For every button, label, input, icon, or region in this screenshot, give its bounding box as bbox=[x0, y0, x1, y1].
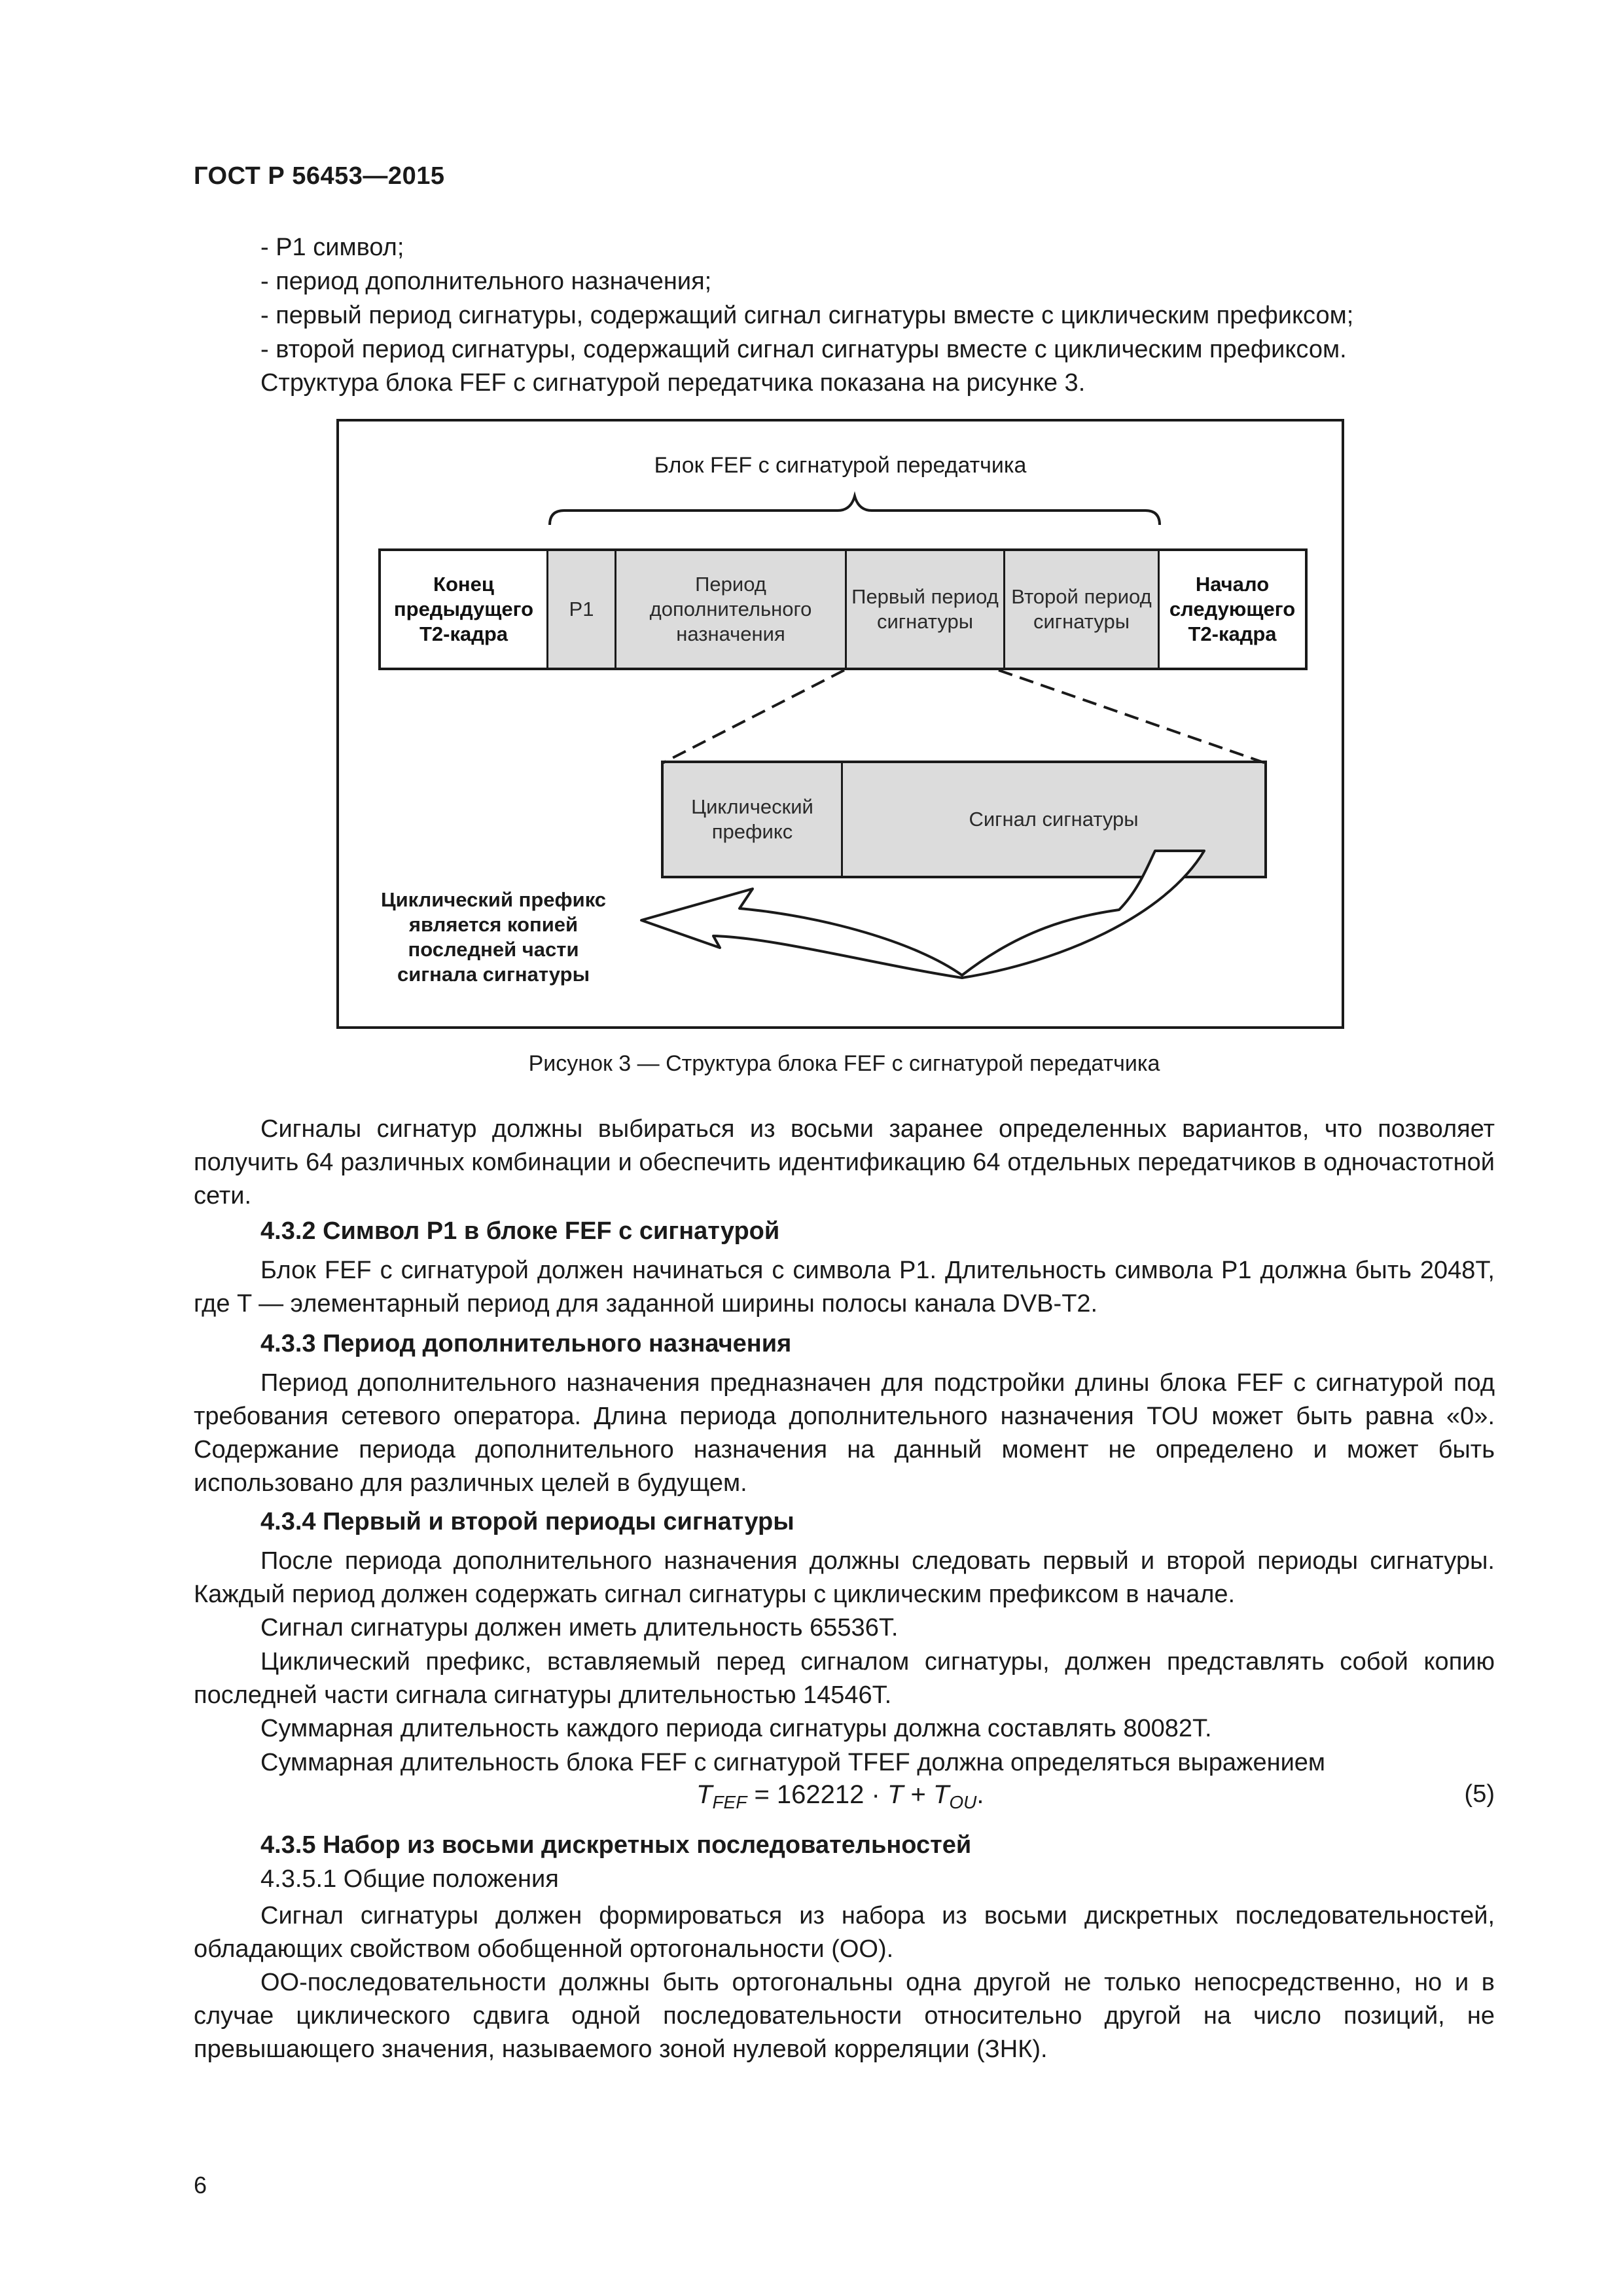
paragraph: Период дополнительного назначения предназначен для подстройки длины блока FEF с сигнатурой под требования сетевого оператора. Длина периода дополнительного назначения TOU может быть равна «0». Содержание периода дополнительного назначения на данный момент не определено и может быть использовано для различных целей в будущем. bbox=[194, 1369, 1495, 1497]
paragraph: Блок FEF с сигнатурой должен начинаться с символа P1. Длительность символа P1 должна быть 2048T, где T — элементарный период для заданной ширины полосы канала DVB-T2. bbox=[194, 1257, 1495, 1318]
dashed-line-left bbox=[662, 670, 844, 763]
formula-end: . bbox=[976, 1780, 984, 1809]
subsection-heading: 4.3.5.1 Общие положения bbox=[260, 1865, 559, 1893]
formula-5 bbox=[696, 1780, 984, 1813]
section-heading: 4.3.4 Первый и второй периоды сигнатуры bbox=[260, 1508, 794, 1535]
copy-arrow bbox=[641, 851, 1204, 978]
formula-middle: = 162212 · bbox=[747, 1780, 887, 1809]
cell-cyclic-prefix: Циклический префикс bbox=[664, 763, 843, 876]
equation-number: (5) bbox=[1464, 1780, 1495, 1808]
paragraph: Суммарная длительность блока FEF с сигнатурой TFEF должна определяться выражением bbox=[260, 1749, 1326, 1776]
list-item: - первый период сигнатуры, содержащий сигнал сигнатуры вместе с циклическим префиксом; bbox=[260, 302, 1354, 329]
formula-lhs: T bbox=[696, 1780, 713, 1809]
cell-extra-period: Период дополнительного назначения bbox=[616, 551, 847, 668]
formula-plus: + bbox=[903, 1780, 933, 1809]
intro-sentence: Структура блока FEF с сигнатурой передатчика показана на рисунке 3. bbox=[260, 369, 1086, 397]
standard-header: ГОСТ Р 56453—2015 bbox=[194, 162, 445, 190]
cell-prev-frame-end: Конец предыдущего Т2-кадра bbox=[381, 551, 548, 668]
list-item: - период дополнительного назначения; bbox=[260, 268, 712, 295]
paragraph: Сигналы сигнатур должны выбираться из восьми заранее определенных вариантов, что позволяет получить 64 различных комбинации и обеспечить идентификацию 64 отдельных передатчиков в одночастотной сети. bbox=[194, 1115, 1495, 1210]
figure-title: Блок FEF с сигнатурой передатчика bbox=[654, 453, 1027, 478]
dashed-line-right bbox=[999, 670, 1266, 763]
paragraph: Суммарная длительность каждого периода сигнатуры должна составлять 80082T. bbox=[260, 1715, 1212, 1742]
section-heading: 4.3.5 Набор из восьми дискретных последовательностей bbox=[260, 1831, 972, 1859]
paragraph: После периода дополнительного назначения должны следовать первый и второй периоды сигнатуры. Каждый период должен содержать сигнал сигнатуры с циклическим префиксом в начале. bbox=[194, 1547, 1495, 1608]
paragraph: Сигнал сигнатуры должен формироваться из набора из восьми дискретных последовательностей, обладающих свойством обобщенной ортогональности (ОО). bbox=[194, 1902, 1495, 1963]
cell-first-signature: Первый период сигнатуры bbox=[847, 551, 1005, 668]
paragraph: ОО-последовательности должны быть ортогональны одна другой не только непосредственно, но и в случае циклического сдвига одной последовательности относительно другой на число позиций, не превышающего значения, называемого зоной нулевой корреляции (ЗНК). bbox=[194, 1969, 1495, 2063]
list-item: - второй период сигнатуры, содержащий сигнал сигнатуры вместе с циклическим префиксом. bbox=[260, 336, 1347, 363]
cell-second-signature: Второй период сигнатуры bbox=[1005, 551, 1160, 668]
page-number: 6 bbox=[194, 2172, 207, 2198]
cyclic-prefix-note: Циклический префикс является копией последней части сигнала сигнатуры bbox=[380, 888, 607, 986]
formula-lhs-sub: FEF bbox=[712, 1792, 747, 1812]
cell-signature-signal: Сигнал сигнатуры bbox=[843, 763, 1264, 876]
paragraph: Циклический префикс, вставляемый перед сигналом сигнатуры, должен представлять собой копию последней части сигнала сигнатуры длительностью 14546T. bbox=[194, 1648, 1495, 1709]
list-item: - P1 символ; bbox=[260, 234, 404, 261]
cell-next-frame-start: Начало следующего Т2-кадра bbox=[1160, 551, 1305, 668]
figure-caption: Рисунок 3 — Структура блока FEF с сигнатурой передатчика bbox=[528, 1051, 1160, 1076]
formula-rhs-sub: OU bbox=[949, 1792, 977, 1812]
cell-p1: P1 bbox=[548, 551, 616, 668]
paragraph: Сигнал сигнатуры должен иметь длительность 65536T. bbox=[260, 1614, 899, 1641]
section-heading: 4.3.3 Период дополнительного назначения bbox=[260, 1330, 792, 1357]
brace-shape bbox=[550, 496, 1160, 525]
formula-t: T bbox=[887, 1780, 904, 1809]
section-heading: 4.3.2 Символ P1 в блоке FEF с сигнатурой bbox=[260, 1217, 780, 1245]
formula-rhs: T bbox=[933, 1780, 950, 1809]
